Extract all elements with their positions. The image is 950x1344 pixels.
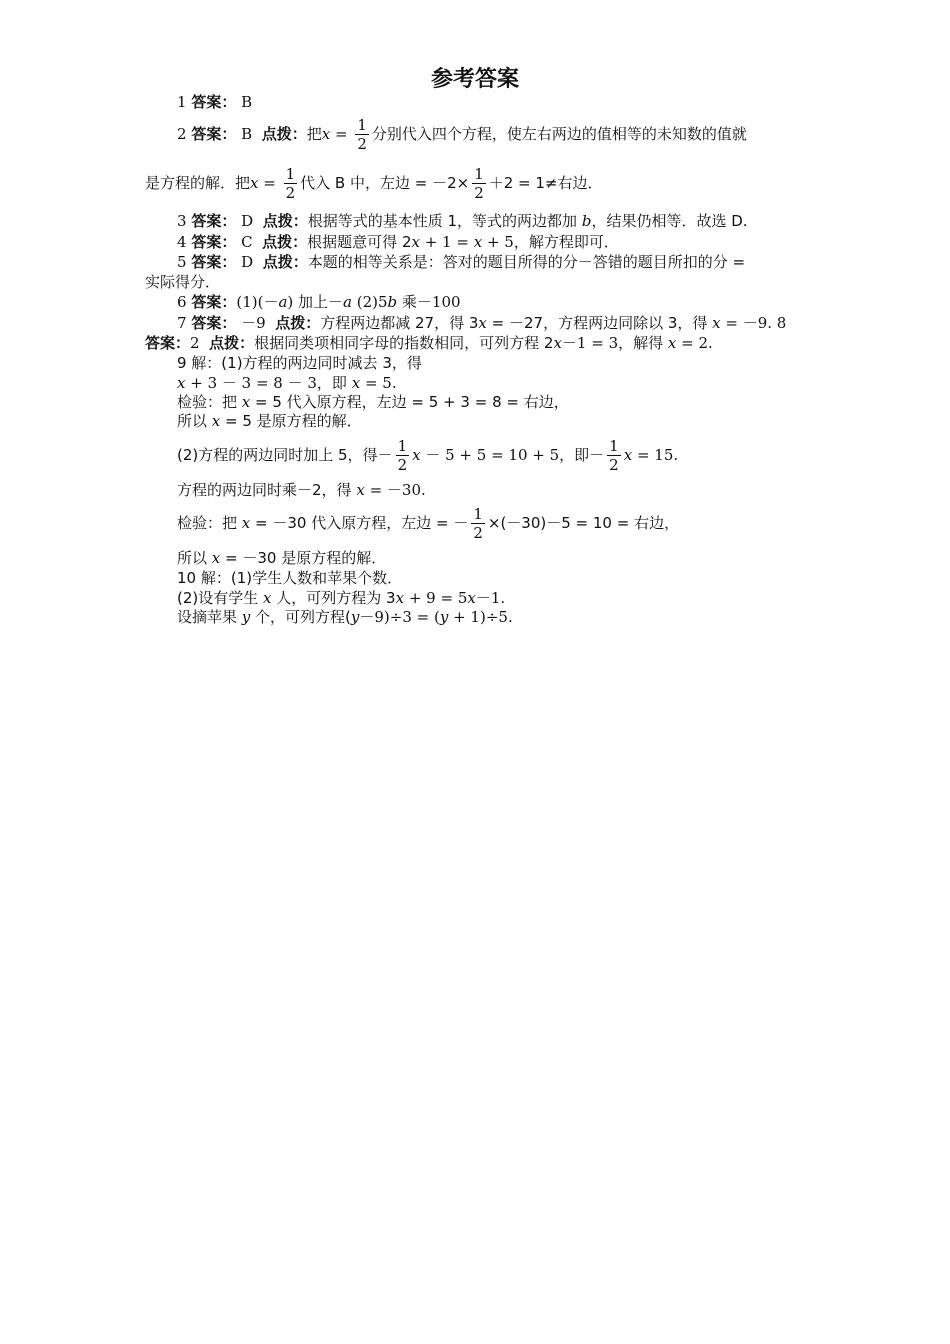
variable-y: y — [439, 608, 449, 626]
variable-x: x — [177, 374, 186, 392]
fraction-numerator: 1 — [473, 505, 483, 523]
fraction-denominator: 2 — [357, 135, 367, 153]
text: 所以 — [177, 412, 212, 430]
hint-text: ＋2 = 1≠右边． — [488, 174, 603, 192]
variable-x: x — [211, 412, 221, 430]
hint-text: 分别代入四个方程，使左右两边的值相等的未知数的值就 — [371, 125, 747, 143]
text: + 9 = 5 — [404, 589, 468, 607]
answer-value: 2 — [190, 334, 200, 352]
text: 人，可列方程为 3 — [271, 589, 396, 607]
answer-text: 乘－100 — [397, 293, 461, 311]
page-title: 参考答案 — [430, 67, 519, 92]
fraction-numerator: 1 — [357, 116, 367, 134]
text: 个，可列方程( — [250, 608, 351, 626]
variable-x: x — [667, 334, 677, 352]
variable-x: x — [351, 374, 361, 392]
answer-value: B — [241, 93, 253, 111]
fraction-one-half — [396, 437, 410, 474]
answer-text: ) 加上－ — [287, 293, 344, 311]
answer-label: 答案： — [191, 293, 237, 311]
answer-9-line-1: 9 解：(1)方程的两边同时减去 3，得 — [177, 354, 422, 372]
variable-a: a — [278, 293, 288, 311]
equation-part: + 5 — [482, 233, 514, 251]
equation-text: + 3 － 3 = 8 － 3，即 — [185, 374, 352, 392]
text: = 5 是原方程的解． — [220, 412, 362, 430]
question-number: 1 — [177, 93, 187, 111]
answer-10-line-3 — [177, 608, 513, 626]
variable-x: x — [553, 334, 562, 352]
answer-label: 答案： — [191, 212, 237, 230]
hint-label: 点拨： — [275, 314, 321, 332]
variable-x: x — [712, 314, 721, 332]
equals-sign: = — [330, 125, 353, 143]
variable-a: a — [343, 293, 352, 311]
hint-text: 是方程的解．把 — [145, 174, 251, 192]
equals-sign: = — [258, 174, 281, 192]
hint-text: 根据题意可得 2 — [307, 233, 412, 251]
answer-9-line-4 — [177, 412, 362, 430]
answer-value: B — [241, 125, 253, 143]
text: 方程的两边同时乘－2，得 — [177, 481, 357, 499]
variable-x: x — [211, 549, 221, 567]
variable-x: x — [473, 233, 483, 251]
fraction-denominator: 2 — [609, 456, 619, 474]
hint-text: = －27，方程两边同除以 3，得 — [486, 314, 713, 332]
equation-part: + 1 = — [419, 233, 474, 251]
text: 检验：把 — [177, 514, 242, 532]
fraction-one-half — [471, 505, 485, 542]
text: + 1)÷5. — [448, 608, 513, 626]
fraction-one-half — [472, 165, 486, 202]
question-number: 6 — [177, 293, 187, 311]
answer-2-line-1 — [177, 116, 747, 153]
answer-9-line-8 — [177, 549, 386, 567]
variable-y: y — [350, 608, 360, 626]
answer-label: 答案： — [191, 93, 237, 111]
answer-9-line-6 — [177, 481, 426, 499]
text: = 5 代入原方程，左边 = 5 + 3 = 8 = 右边， — [250, 393, 569, 411]
variable-x: x — [478, 314, 487, 332]
text: －9)÷3 = ( — [359, 608, 440, 626]
answer-label: 答案： — [191, 314, 237, 332]
fraction-one-half — [284, 165, 298, 202]
question-number: 5 — [177, 253, 187, 271]
answer-5-line-1 — [177, 253, 745, 271]
variable-y: y — [241, 608, 251, 626]
answer-label: 答案： — [191, 233, 237, 251]
hint-text: 根据等式的基本性质 1，等式的两边都加 — [307, 212, 578, 230]
variable-x: x — [250, 174, 259, 192]
answer-value: D — [241, 253, 254, 271]
hint-text: ，解方程即可． — [513, 233, 619, 251]
hint-text: 根据同类项相同字母的指数相同，可列方程 2 — [254, 334, 554, 352]
fraction-one-half — [607, 437, 621, 474]
equation-text: = 5. — [360, 374, 397, 392]
variable-x: x — [412, 446, 421, 464]
fraction-denominator: 2 — [397, 456, 408, 474]
answer-10-line-1: 10 解：(1)学生人数和苹果个数． — [177, 569, 403, 587]
variable-x: x — [623, 446, 633, 464]
answer-value: －9 — [241, 314, 266, 332]
answer-label: 答案： — [191, 125, 237, 143]
text: 设摘苹果 — [177, 608, 242, 626]
variable-x: x — [241, 514, 251, 532]
hint-label: 点拨： — [261, 125, 307, 143]
variable-x: x — [356, 481, 365, 499]
variable-x: x — [241, 393, 251, 411]
answer-text: (1)(－ — [236, 293, 279, 311]
hint-label: 点拨： — [262, 212, 308, 230]
answer-5-line-2: 实际得分． — [145, 273, 221, 291]
question-number: 7 — [177, 314, 187, 332]
answer-label: 答案： — [191, 253, 237, 271]
variable-b: b — [387, 293, 398, 311]
hint-text: 把 — [306, 125, 322, 143]
hint-text: 本题的相等关系是：答对的题目所得的分－答错的题目所扣的分 = — [307, 253, 746, 271]
fraction-denominator: 2 — [474, 184, 484, 202]
answer-2-line-2 — [145, 165, 603, 202]
text: 检验：把 — [177, 393, 242, 411]
text: －1. — [475, 589, 506, 607]
variable-x: x — [395, 589, 405, 607]
text: = 15. — [632, 446, 679, 464]
text: 所以 — [177, 549, 212, 567]
hint-text: = －9. 8 — [720, 314, 787, 332]
answer-9-line-5 — [177, 437, 678, 474]
hint-label: 点拨： — [262, 233, 308, 251]
hint-label: 点拨： — [209, 334, 255, 352]
hint-text: －1 = 3，解得 — [561, 334, 668, 352]
answer-3 — [177, 212, 748, 230]
question-number: 2 — [177, 125, 187, 143]
text: (2)设有学生 — [177, 589, 264, 607]
variable-b: b — [581, 212, 592, 230]
answer-9-line-7 — [177, 505, 679, 542]
variable-x: x — [467, 589, 476, 607]
hint-text: 代入 B 中，左边 = －2× — [300, 174, 470, 192]
text: = －30. — [364, 481, 426, 499]
variable-x: x — [263, 589, 272, 607]
text: = －30 是原方程的解． — [220, 549, 387, 567]
hint-text: = 2. — [676, 334, 713, 352]
answer-9-line-3 — [177, 393, 569, 411]
fraction-numerator: 1 — [609, 437, 619, 455]
fraction-denominator: 2 — [285, 184, 296, 202]
text: ×(－30)－5 = 10 = 右边， — [487, 514, 680, 532]
answer-9-line-2 — [177, 374, 397, 392]
variable-x: x — [321, 125, 331, 143]
fraction-numerator: 1 — [474, 165, 484, 183]
fraction-denominator: 2 — [473, 524, 483, 542]
variable-x: x — [411, 233, 420, 251]
question-number: 3 — [177, 212, 187, 230]
fraction-one-half — [355, 116, 369, 153]
fraction-numerator: 1 — [285, 165, 296, 183]
answer-6 — [177, 293, 461, 311]
answer-value: D — [241, 212, 254, 230]
answer-4 — [177, 233, 619, 251]
answer-7 — [177, 314, 786, 332]
hint-label: 点拨： — [262, 253, 308, 271]
text: = －30 代入原方程，左边 = － — [250, 514, 469, 532]
answer-10-line-2 — [177, 589, 505, 607]
hint-text: ，结果仍相等．故选 D. — [591, 212, 748, 230]
answer-label: 答案： — [145, 334, 191, 352]
answer-text: (2)5 — [351, 293, 388, 311]
text: － 5 + 5 = 10 + 5，即－ — [420, 446, 605, 464]
text: (2)方程的两边同时加上 5，得－ — [177, 446, 393, 464]
fraction-numerator: 1 — [397, 437, 408, 455]
answer-value: C — [241, 233, 253, 251]
question-number: 4 — [177, 233, 187, 251]
hint-text: 方程两边都减 27，得 3 — [320, 314, 479, 332]
answer-8 — [145, 334, 713, 352]
answer-1 — [177, 93, 252, 111]
